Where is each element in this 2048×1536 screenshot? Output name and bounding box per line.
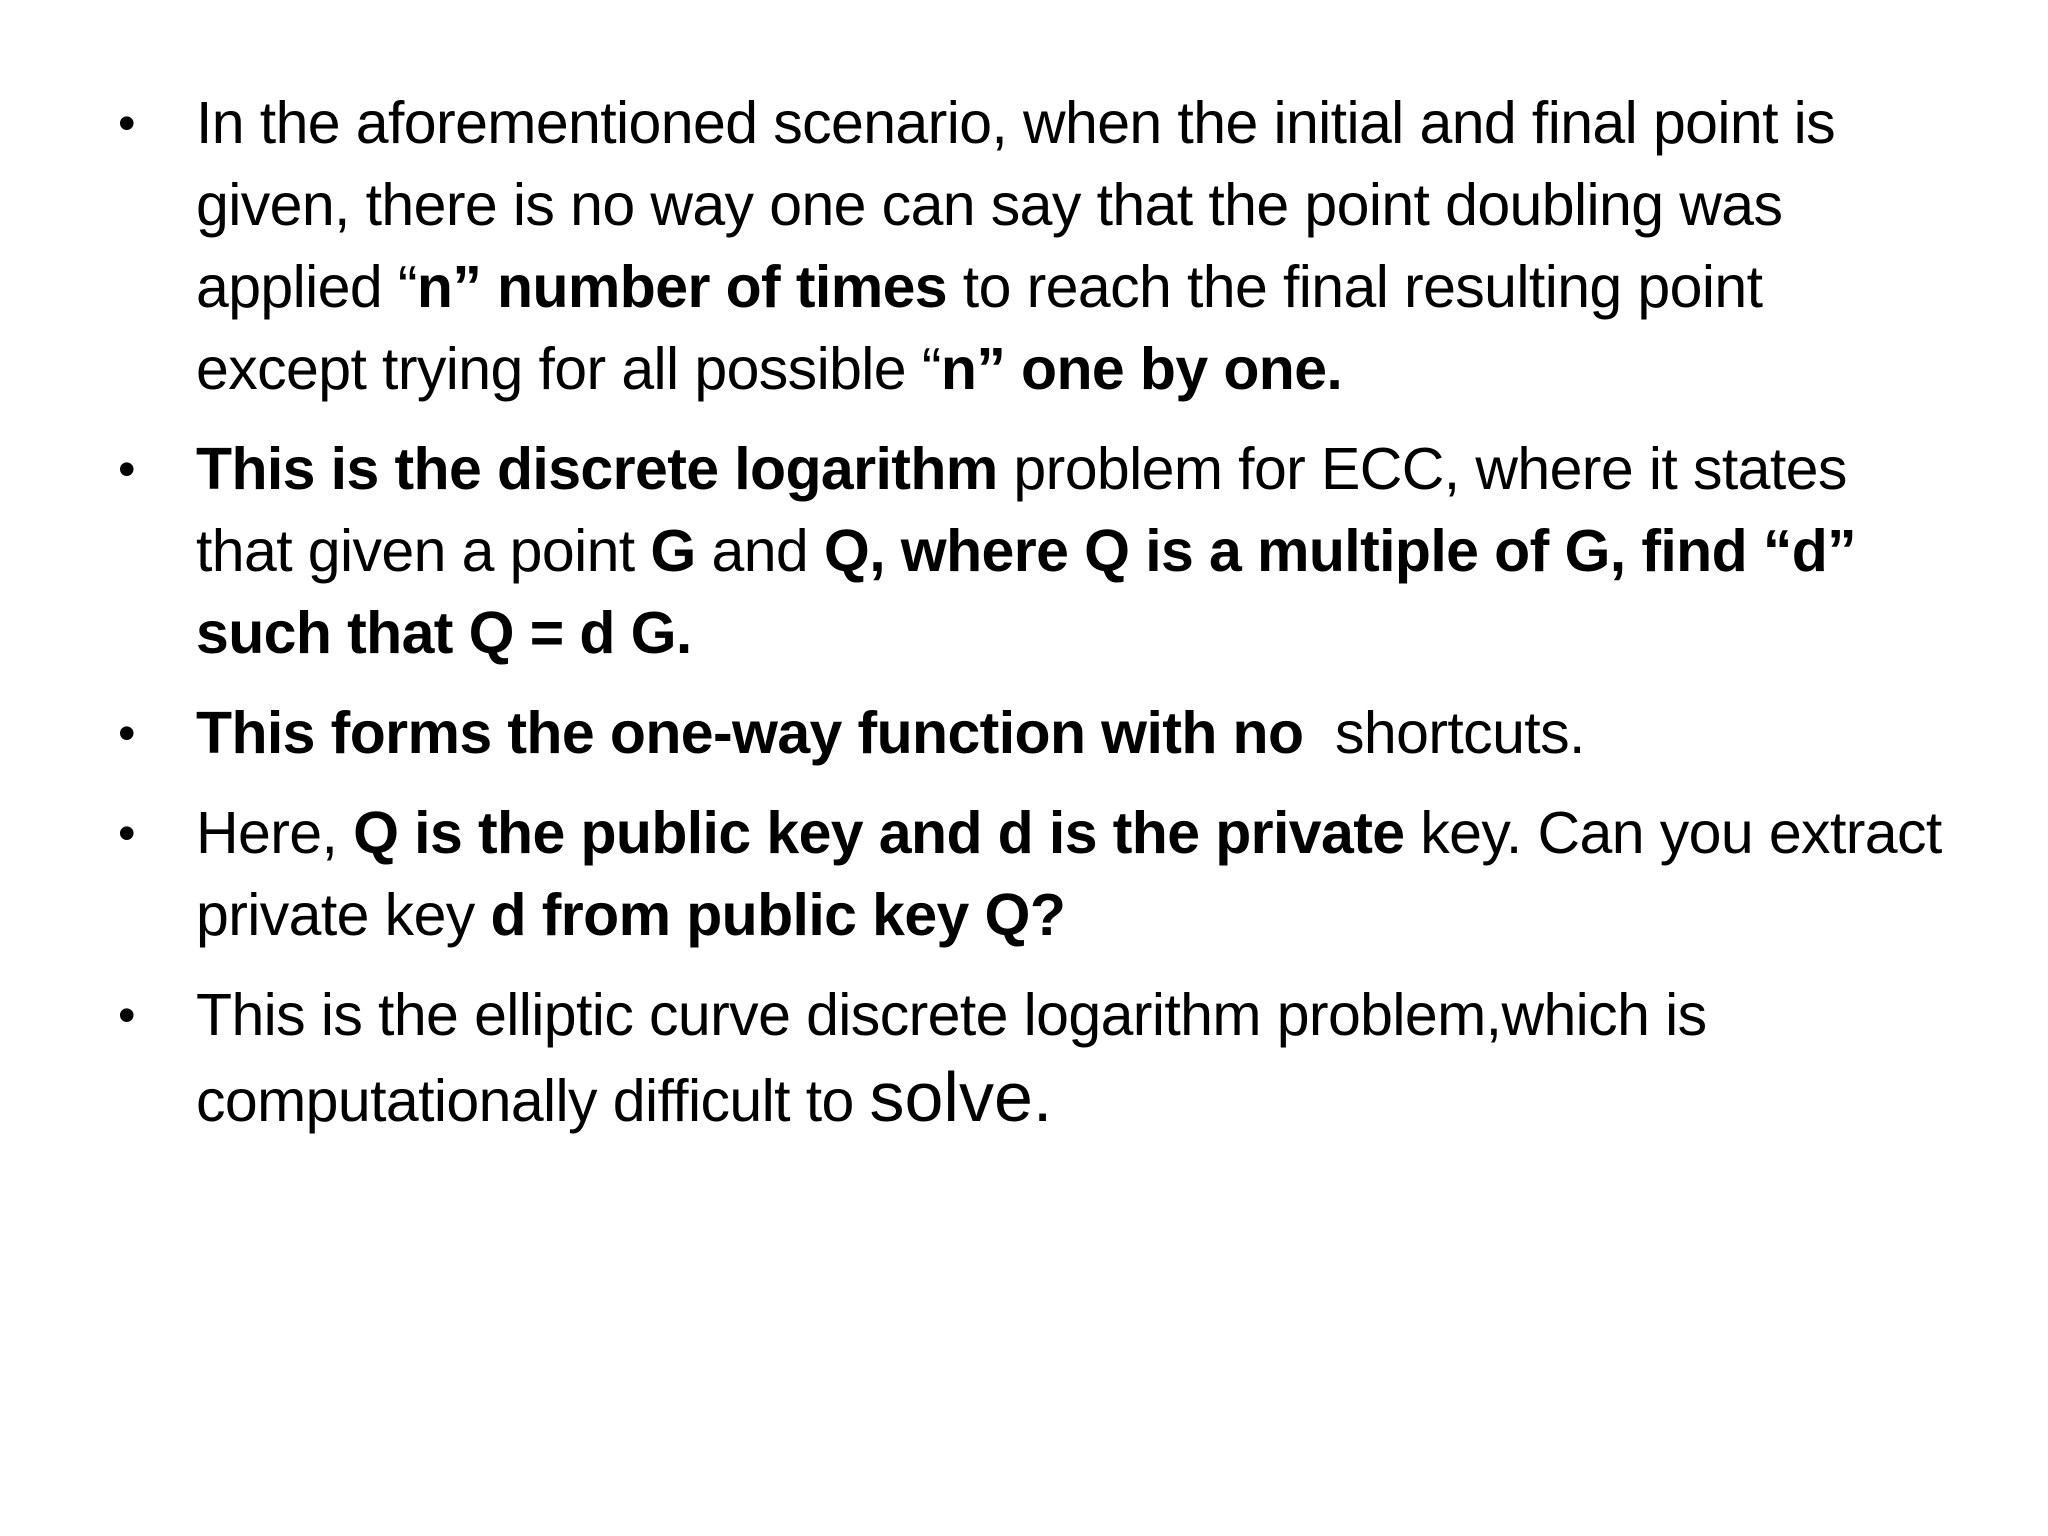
bullet-item-2	[118, 428, 1948, 674]
bullet-item-5	[118, 974, 1948, 1142]
bullet-text-2	[196, 436, 1856, 666]
bullet-text-4	[196, 800, 1942, 948]
bullet-icon: •	[118, 95, 135, 151]
text-segment-bold: n” one by one.	[940, 336, 1343, 402]
text-segment: and	[695, 518, 824, 584]
text-segment: problem for ECC, where it states that given a point	[196, 436, 1847, 584]
bullet-icon: •	[118, 987, 135, 1043]
text-segment-large: solve.	[869, 1058, 1053, 1136]
bullet-item-4	[118, 792, 1948, 956]
text-segment-bold: Q is the public key and d is the private	[353, 800, 1405, 866]
text-segment: key. Can you extract private key	[196, 800, 1942, 948]
bullet-icon: •	[118, 441, 135, 497]
bullet-icon: •	[118, 705, 135, 761]
text-segment: to reach the final resulting point except trying for all possible “	[196, 254, 1763, 402]
bullet-icon: •	[118, 805, 135, 861]
text-segment-bold: G	[650, 518, 696, 584]
text-segment: This is the elliptic curve discrete logarithm problem,which is computationally difficult to	[196, 982, 1707, 1134]
text-segment: In the aforementioned scenario, when the initial and final point is given, there is no way one can say that the point doubling was applied “	[196, 90, 1836, 320]
text-segment-bold: Q, where Q is a multiple of G, find “d” such that Q = d G.	[196, 518, 1857, 666]
bullet-list	[118, 82, 1948, 1142]
bullet-text-5	[196, 982, 1707, 1134]
bullet-item-1	[118, 82, 1948, 410]
text-segment-bold: This forms the one-way function with no	[196, 700, 1304, 766]
text-segment: shortcuts.	[1303, 700, 1585, 766]
bullet-text-3	[196, 700, 1585, 766]
text-segment-bold: d from public key Q?	[490, 882, 1066, 948]
text-segment-bold: n” number of times	[416, 254, 948, 320]
text-segment: Here,	[196, 800, 354, 866]
bullet-text-1	[196, 90, 1835, 402]
bullet-item-3	[118, 692, 1948, 774]
text-segment-bold: This is the discrete logarithm	[196, 436, 998, 502]
